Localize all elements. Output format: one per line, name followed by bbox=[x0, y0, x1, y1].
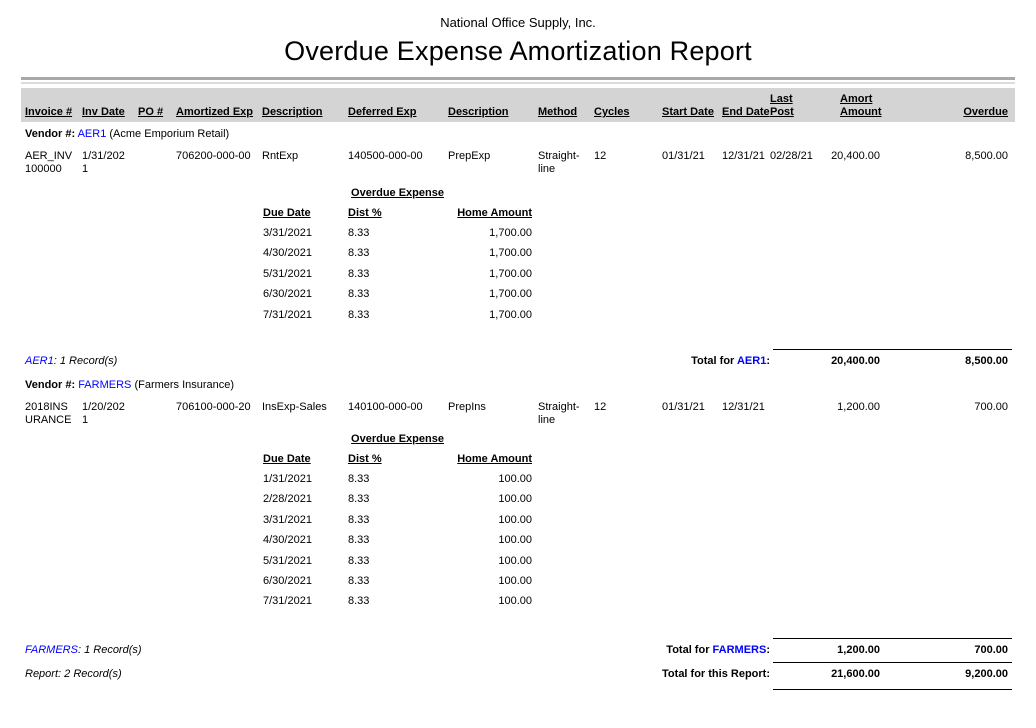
dist-pct: 8.33 bbox=[348, 308, 370, 321]
column-header-po: PO # bbox=[138, 106, 164, 118]
method-cell: Straight- line bbox=[538, 401, 580, 427]
column-header-description2: Description bbox=[448, 106, 509, 118]
home-amount: 100.00 bbox=[498, 473, 532, 486]
company-name: National Office Supply, Inc. bbox=[440, 15, 596, 30]
dist-pct: 8.33 bbox=[348, 575, 370, 588]
table-header-row bbox=[21, 93, 1015, 119]
amortized-exp-cell: 706100-000-20 bbox=[176, 401, 251, 414]
due-date: 7/31/2021 bbox=[263, 308, 312, 321]
report-body bbox=[21, 88, 1015, 690]
dist-pct: 8.33 bbox=[348, 267, 370, 280]
subtable-header-row bbox=[263, 207, 532, 220]
invoice-row-aer1 bbox=[21, 150, 1015, 176]
vendor-total-label-farmers: Total for FARMERS: bbox=[666, 643, 770, 656]
title-divider bbox=[21, 77, 1015, 84]
vendor-record-count-farmers: FARMERS: 1 Record(s) bbox=[25, 643, 142, 656]
overdue-cell: 700.00 bbox=[974, 401, 1008, 414]
last-post-cell: 02/28/21 bbox=[770, 150, 813, 162]
subtable-header-due-date: Due Date bbox=[263, 453, 311, 466]
due-date: 6/30/2021 bbox=[263, 575, 312, 588]
due-date: 4/30/2021 bbox=[263, 534, 312, 547]
subtable-rows bbox=[263, 469, 532, 612]
column-header-method: Method bbox=[538, 106, 578, 118]
overdue-expense-subtable-farmers bbox=[263, 433, 532, 612]
amortized-description-cell: RntExp bbox=[262, 150, 299, 162]
vendor-code-link-aer1[interactable]: AER1 bbox=[77, 128, 107, 140]
method-cell: Straight- line bbox=[538, 150, 580, 175]
subtable-title: Overdue Expense bbox=[351, 433, 444, 446]
vendor-total-amort: 1,200.00 bbox=[837, 643, 880, 656]
report-total-overdue: 9,200.00 bbox=[965, 667, 1008, 680]
subtable-rows bbox=[263, 223, 532, 325]
amortized-exp-cell: 706200-000-00 bbox=[176, 150, 251, 162]
vendor-code-link-farmers[interactable]: FARMERS bbox=[78, 379, 132, 392]
vendor-code-link-farmers-summary[interactable]: FARMERS bbox=[25, 643, 78, 656]
subtable-header-row bbox=[263, 453, 532, 466]
due-date: 3/31/2021 bbox=[263, 513, 312, 526]
subtable-header-home-amount: Home Amount bbox=[457, 207, 532, 219]
vendor-name: (Acme Emporium Retail) bbox=[109, 128, 230, 140]
report-title: Overdue Expense Amortization Report bbox=[284, 36, 752, 66]
vendor-code-link-farmers-total[interactable]: FARMERS bbox=[712, 643, 767, 656]
invoice-number-cell: 2018INS URANCE bbox=[25, 401, 72, 427]
vendor-total-row-aer1 bbox=[21, 349, 1015, 368]
vendor-totals-box-aer1 bbox=[773, 349, 1012, 368]
dist-pct: 8.33 bbox=[348, 227, 370, 239]
vendor-total-overdue: 700.00 bbox=[974, 643, 1008, 656]
subtable-title: Overdue Expense bbox=[351, 187, 444, 199]
home-amount: 1,700.00 bbox=[489, 247, 532, 260]
home-amount: 1,700.00 bbox=[489, 227, 532, 239]
start-date-cell: 01/31/21 bbox=[662, 150, 705, 162]
home-amount: 1,700.00 bbox=[489, 288, 532, 301]
vendor-total-row-farmers bbox=[21, 638, 1015, 657]
invoice-number-cell: AER_INV 100000 bbox=[25, 150, 73, 175]
amortized-description-cell: InsExp-Sales bbox=[262, 401, 327, 414]
table-header-band bbox=[21, 88, 1015, 122]
subtable-header-home-amount: Home Amount bbox=[457, 453, 532, 466]
home-amount: 1,700.00 bbox=[489, 308, 532, 321]
home-amount: 100.00 bbox=[498, 554, 532, 567]
column-header-overdue: Overdue bbox=[963, 106, 1008, 118]
column-header-start-date: Start Date bbox=[662, 106, 714, 118]
home-amount: 1,700.00 bbox=[489, 267, 532, 280]
column-header-description1: Description bbox=[262, 106, 323, 118]
due-date: 2/28/2021 bbox=[263, 493, 312, 506]
dist-pct: 8.33 bbox=[348, 513, 370, 526]
due-date: 3/31/2021 bbox=[263, 227, 312, 239]
due-date: 7/31/2021 bbox=[263, 595, 312, 608]
due-date: 5/31/2021 bbox=[263, 267, 312, 280]
vendor-total-overdue: 8,500.00 bbox=[965, 355, 1008, 368]
amort-amount-cell: 1,200.00 bbox=[837, 401, 880, 414]
report-total-label: Total for this Report: bbox=[662, 667, 770, 680]
dist-pct: 8.33 bbox=[348, 554, 370, 567]
home-amount: 100.00 bbox=[498, 575, 532, 588]
dist-pct: 8.33 bbox=[348, 247, 370, 260]
deferred-exp-cell: 140100-000-00 bbox=[348, 401, 423, 414]
overdue-expense-subtable-aer1 bbox=[263, 187, 532, 325]
title-divider-light-line bbox=[21, 82, 1015, 84]
dist-pct: 8.33 bbox=[348, 595, 370, 608]
column-header-end-date: End Date bbox=[722, 106, 770, 118]
vendor-total-amort: 20,400.00 bbox=[831, 355, 880, 368]
cycles-cell: 12 bbox=[594, 150, 607, 162]
column-header-amortized-exp: Amortized Exp bbox=[176, 106, 254, 118]
dist-pct: 8.33 bbox=[348, 288, 370, 301]
title-divider-dark-line bbox=[21, 77, 1015, 80]
subtable-header-due-date: Due Date bbox=[263, 207, 311, 219]
due-date: 4/30/2021 bbox=[263, 247, 312, 260]
start-date-cell: 01/31/21 bbox=[662, 401, 705, 414]
dist-pct: 8.33 bbox=[348, 473, 370, 486]
report-record-count: Report: 2 Record(s) bbox=[25, 667, 122, 680]
home-amount: 100.00 bbox=[498, 595, 532, 608]
deferred-description-cell: PrepExp bbox=[448, 150, 491, 162]
home-amount: 100.00 bbox=[498, 493, 532, 506]
due-date: 1/31/2021 bbox=[263, 473, 312, 486]
vendor-record-count-aer1: AER1: 1 Record(s) bbox=[25, 355, 118, 368]
vendor-total-label-aer1: Total for AER1: bbox=[691, 355, 770, 368]
column-header-deferred-exp: Deferred Exp bbox=[348, 106, 417, 118]
report-total-amort: 21,600.00 bbox=[831, 667, 880, 680]
deferred-exp-cell: 140500-000-00 bbox=[348, 150, 423, 162]
vendor-heading-farmers bbox=[21, 378, 1015, 392]
column-header-cycles: Cycles bbox=[594, 106, 630, 118]
home-amount: 100.00 bbox=[498, 534, 532, 547]
end-date-cell: 12/31/21 bbox=[722, 401, 765, 414]
report-total-row bbox=[21, 662, 1015, 690]
dist-pct: 8.33 bbox=[348, 534, 370, 547]
vendor-heading-aer1 bbox=[21, 127, 1015, 141]
dist-pct: 8.33 bbox=[348, 493, 370, 506]
deferred-description-cell: PrepIns bbox=[448, 401, 486, 414]
vendor-totals-box-farmers bbox=[773, 638, 1012, 657]
report-totals-box bbox=[773, 662, 1012, 690]
subtable-header-dist-pct: Dist % bbox=[348, 453, 382, 466]
end-date-cell: 12/31/21 bbox=[722, 150, 765, 162]
column-header-amort-amount: Amort Amount bbox=[840, 93, 882, 118]
inv-date-cell: 1/20/202 1 bbox=[82, 401, 125, 427]
column-header-inv-date: Inv Date bbox=[82, 106, 125, 118]
vendor-label: Vendor #: bbox=[25, 379, 76, 392]
due-date: 6/30/2021 bbox=[263, 288, 312, 301]
home-amount: 100.00 bbox=[498, 513, 532, 526]
vendor-code-link-aer1-total[interactable]: AER1 bbox=[736, 355, 767, 368]
overdue-cell: 8,500.00 bbox=[965, 150, 1008, 162]
due-date: 5/31/2021 bbox=[263, 554, 312, 567]
inv-date-cell: 1/31/202 1 bbox=[82, 150, 125, 175]
column-header-last-post: Last Post bbox=[770, 93, 794, 118]
cycles-cell: 12 bbox=[594, 401, 607, 414]
vendor-code-link-aer1-summary[interactable]: AER1 bbox=[25, 355, 54, 368]
invoice-row-farmers bbox=[21, 401, 1015, 427]
column-header-invoice: Invoice # bbox=[25, 106, 73, 118]
vendor-name: (Farmers Insurance) bbox=[134, 379, 235, 392]
amort-amount-cell: 20,400.00 bbox=[831, 150, 880, 162]
vendor-label: Vendor #: bbox=[25, 128, 76, 140]
subtable-header-dist-pct: Dist % bbox=[348, 207, 382, 219]
